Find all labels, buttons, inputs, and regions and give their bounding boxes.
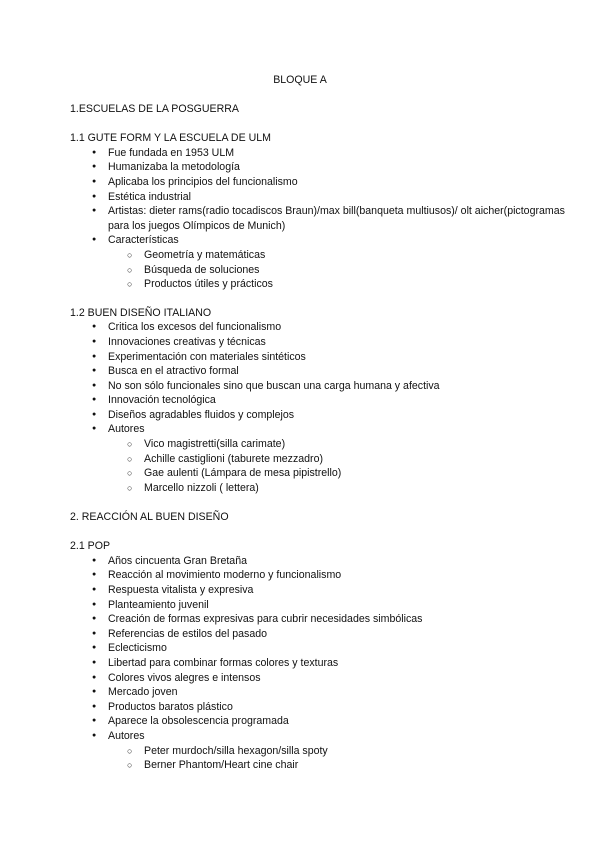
sub-bullet-list	[108, 248, 575, 292]
list-item: ● Respuesta vitalista y expresiva	[92, 584, 254, 596]
sub-list-item: ○ Productos útiles y prácticos	[127, 278, 273, 291]
sub-list-item: ○ Geometría y matemáticas	[127, 248, 266, 261]
section-heading-2: 2. REACCIÓN AL BUEN DISEÑO	[70, 511, 229, 524]
list-item: ● Busca en el atractivo formal	[92, 365, 239, 378]
sub-bullet-list	[108, 437, 575, 495]
list-item: ● No son sólo funcionales sino que buscan una carga humana y afectiva	[92, 379, 440, 392]
circle-bullet-icon: ○	[127, 745, 133, 756]
list-item: ● Innovación tecnológica	[92, 394, 216, 407]
list-item: ● Humanizaba la metodología	[92, 161, 240, 174]
circle-bullet-icon: ○	[127, 439, 133, 450]
document-body	[70, 102, 575, 773]
circle-bullet-icon: ○	[127, 468, 133, 479]
circle-bullet-icon: ○	[127, 279, 133, 290]
bullet-icon: ●	[92, 702, 97, 710]
bullet-icon: ●	[92, 163, 97, 171]
bullet-icon: ●	[92, 556, 97, 564]
list-item: ● Diseños agradables fluidos y complejos	[92, 408, 295, 421]
bullet-icon: ●	[92, 192, 97, 200]
sub-list-item: ○ Peter murdoch/silla hexagon/silla spoty	[127, 744, 328, 757]
subsection-heading-1-2: 1.2 BUEN DISEÑO ITALIANO	[70, 306, 212, 319]
list-item: ● Referencias de estilos del pasado	[92, 627, 268, 640]
bullet-icon: ●	[92, 673, 97, 681]
list-item: ● Innovaciones creativas y técnicas	[92, 335, 266, 348]
bullet-icon: ●	[92, 410, 97, 418]
bullet-icon: ●	[92, 396, 97, 404]
list-item: ● Características ○ Geometría y matemáticas ○ Búsqueda de soluciones ○ Productos útiles y prácticos	[70, 233, 575, 291]
bullet-icon: ●	[92, 586, 97, 593]
sub-list-item: ○ Marcello nizzoli ( lettera)	[127, 481, 259, 494]
bullet-icon: ●	[92, 207, 97, 215]
list-item: ● Aplicaba los principios del funcionalismo	[92, 175, 298, 188]
bullet-icon: ●	[92, 323, 97, 331]
list-item: ● Autores ○ Peter murdoch/silla hexagon/silla spoty ○ Berner Phantom/Heart cine chair	[70, 729, 575, 773]
subsection-heading-2-1: 2.1 POP	[70, 540, 111, 553]
circle-bullet-icon: ○	[127, 482, 133, 493]
sub-bullet-list	[108, 744, 575, 773]
sub-list-item: ○ Achille castiglioni (taburete mezzadro)	[127, 452, 323, 465]
section-heading-1: 1.ESCUELAS DE LA POSGUERRA	[70, 103, 239, 115]
bullet-icon: ●	[92, 571, 97, 579]
bullet-icon: ●	[92, 658, 97, 666]
list-item: ● Planteamiento juvenil	[92, 598, 209, 611]
list-item: ● Artistas: dieter rams(radio tocadiscos Braun)/max bill(banqueta multiusos)/ olt aicher(pictogramas para los juegos Olímpicos de Munich)	[92, 205, 565, 232]
list-item: ● Mercado joven	[92, 686, 178, 699]
bullet-icon: ●	[92, 629, 97, 637]
list-item: ● Productos baratos plástico	[92, 700, 233, 713]
list-item: ● Reacción al movimiento moderno y funcionalismo	[92, 569, 342, 582]
bullet-icon: ●	[92, 731, 97, 739]
sub-list-item: ○ Gae aulenti (Lámpara de mesa pipistrello)	[127, 467, 342, 480]
bullet-icon: ●	[92, 367, 97, 375]
circle-bullet-icon: ○	[127, 760, 133, 771]
sub-list-item: ○ Berner Phantom/Heart cine chair	[127, 759, 299, 772]
circle-bullet-icon: ○	[127, 264, 133, 275]
list-item: ● Autores ○ Vico magistretti(silla carimate) ○ Achille castiglioni (taburete mezzadro) ○ Gae aulenti (Lámpara de mesa pipistrello) ○ Marcello nizzoli ( lettera)	[70, 422, 575, 495]
sub-list-item: ○ Vico magistretti(silla carimate)	[127, 438, 286, 451]
list-item: ● Colores vivos alegres e intensos	[92, 671, 261, 684]
sub-list-item: ○ Búsqueda de soluciones	[127, 263, 260, 276]
bullet-icon: ●	[92, 177, 97, 185]
document-title: BLOQUE A	[273, 74, 327, 86]
bullet-icon: ●	[92, 381, 97, 389]
bullet-list-2-1	[70, 554, 575, 773]
list-item: ● Critica los excesos del funcionalismo	[92, 321, 282, 334]
subsection-heading-1-1: 1.1 GUTE FORM Y LA ESCUELA DE ULM	[70, 132, 271, 145]
bullet-icon: ●	[92, 148, 97, 156]
bullet-icon: ●	[92, 352, 97, 360]
circle-bullet-icon: ○	[127, 249, 133, 260]
bullet-icon: ●	[92, 425, 97, 433]
bullet-icon: ●	[92, 644, 97, 652]
list-item: ● Años cincuenta Gran Bretaña	[92, 554, 247, 567]
list-item: ● Experimentación con materiales sintéticos	[92, 350, 306, 363]
list-item: ● Aparece la obsolescencia programada	[92, 715, 289, 728]
bullet-icon: ●	[92, 600, 97, 608]
bullet-icon: ●	[92, 717, 97, 725]
bullet-icon: ●	[92, 688, 97, 696]
list-item: ● Libertad para combinar formas colores y texturas	[92, 656, 339, 669]
list-item: ● Eclecticismo	[92, 642, 167, 655]
list-item: ● Creación de formas expresivas para cubrir necesidades simbólicas	[92, 613, 423, 626]
bullet-list-1-1	[70, 146, 575, 292]
bullet-icon: ●	[92, 615, 97, 623]
bullet-icon: ●	[92, 337, 97, 345]
circle-bullet-icon: ○	[127, 453, 133, 464]
list-item: ● Fue fundada en 1953 ULM	[92, 146, 235, 159]
bullet-icon: ●	[92, 236, 97, 244]
list-item: ● Estética industrial	[92, 190, 192, 203]
bullet-list-1-2	[70, 320, 575, 495]
